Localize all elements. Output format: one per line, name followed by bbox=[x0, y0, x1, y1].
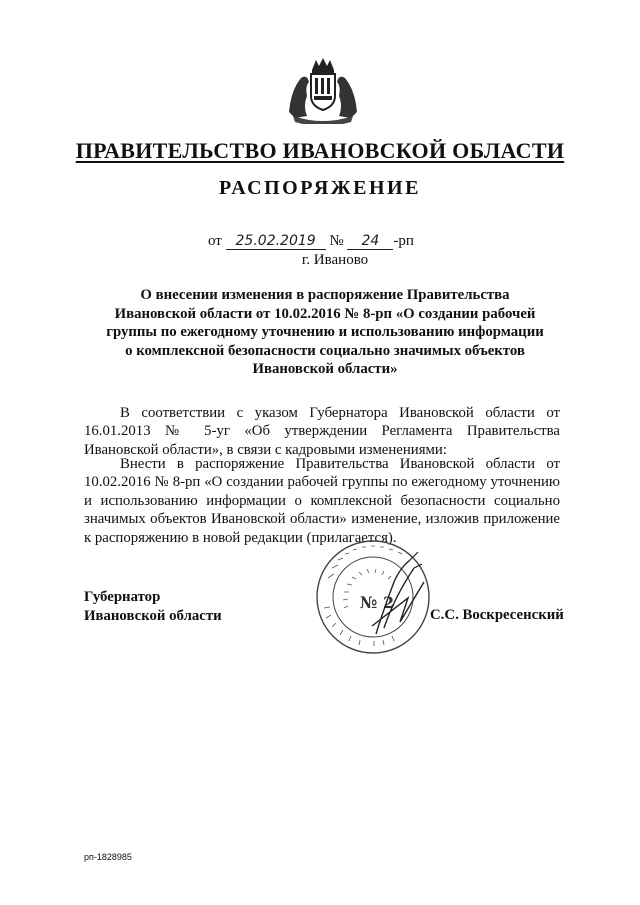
number-suffix: -рп bbox=[393, 233, 414, 249]
official-stamp bbox=[314, 538, 432, 656]
stamp-number: № 2 bbox=[360, 593, 395, 612]
document-code: рп-1828985 bbox=[84, 852, 132, 862]
date-label: от bbox=[208, 233, 222, 249]
number-field: 24 bbox=[347, 233, 393, 250]
signatory-title-line: Губернатор bbox=[84, 589, 161, 605]
date-number-line bbox=[208, 233, 414, 250]
subject-line: группы по ежегодному уточнению и использованию информации bbox=[106, 324, 544, 341]
subject-line: Ивановской области» bbox=[252, 361, 398, 378]
signatory-title bbox=[84, 588, 222, 625]
number-label: № bbox=[329, 233, 344, 249]
document-subject bbox=[95, 286, 555, 379]
document-type: РАСПОРЯЖЕНИЕ bbox=[219, 177, 421, 199]
coat-of-arms-icon bbox=[285, 56, 361, 124]
subject-line: О внесении изменения в распоряжение Правительства bbox=[140, 287, 510, 303]
date-field: 25.02.2019 bbox=[226, 233, 326, 250]
signatory-title-line: Ивановской области bbox=[84, 607, 222, 624]
subject-line: о комплексной безопасности социально значимых объектов bbox=[125, 342, 525, 359]
signatory-name: С.С. Воскресенский bbox=[430, 607, 564, 623]
body-paragraph-1: В соответствии с указом Губернатора Ивановской области от 16.01.2013 № 5-уг «Об утверждении Регламента Правительства Ивановской области», в связи с кадровыми изменениями: bbox=[84, 405, 560, 458]
subject-line: Ивановской области от 10.02.2016 № 8-рп «О создании рабочей bbox=[114, 305, 536, 322]
body-paragraph-2: Внести в распоряжение Правительства Ивановской области от 10.02.2016 № 8-рп «О создании рабочей группы по ежегодному уточнению и использованию информации о комплексной безопасности социально значимых объектов Ивановской области» изменение, изложив приложение к распоряжению в новой редакции (прилагается). bbox=[84, 456, 560, 546]
city: г. Иваново bbox=[301, 252, 369, 268]
government-title: ПРАВИТЕЛЬСТВО ИВАНОВСКОЙ ОБЛАСТИ bbox=[75, 138, 565, 163]
